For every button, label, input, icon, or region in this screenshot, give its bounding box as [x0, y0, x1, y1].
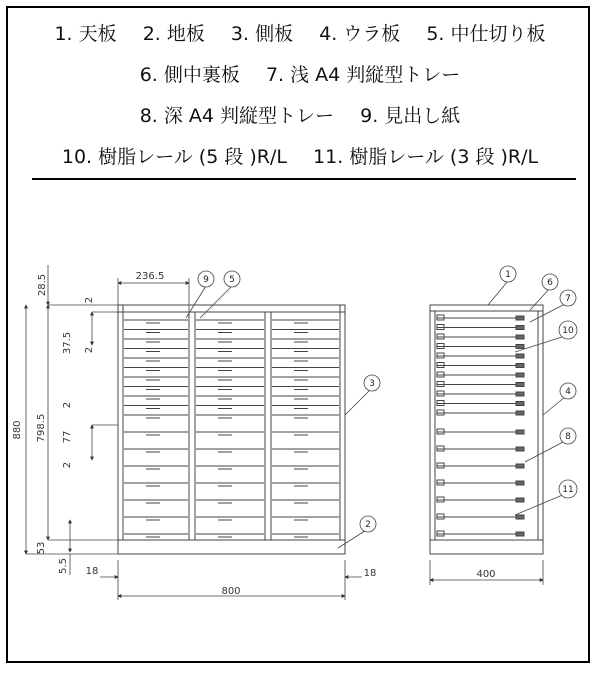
label-top-gap: 28.5 — [37, 273, 48, 297]
label-side-left: 18 — [85, 566, 99, 577]
leader-4 — [543, 397, 565, 415]
side-callouts — [488, 266, 577, 515]
callout-8: 8 — [565, 432, 571, 442]
callout-10: 10 — [562, 326, 574, 336]
label-shallow-pitch: 37.5 — [62, 331, 73, 355]
side-rail — [516, 515, 524, 519]
callout-2: 2 — [365, 520, 371, 530]
side-rail — [516, 345, 524, 349]
front-view — [118, 305, 345, 554]
label-rail-gap-4: 2 — [62, 461, 73, 469]
legend-item: 8. 深 A4 判縦型トレー — [139, 105, 335, 127]
side-rail — [516, 392, 524, 396]
leader-11 — [515, 494, 565, 515]
legend-item: 3. 側板 — [230, 23, 294, 45]
side-rail — [516, 373, 524, 377]
callout-7: 7 — [565, 294, 571, 304]
label-foot: 5.5 — [58, 558, 69, 574]
side-rail — [516, 364, 524, 368]
legend-item: 4. ウラ板 — [319, 23, 401, 45]
callout-1: 1 — [505, 270, 511, 280]
label-column-width: 236.5 — [135, 271, 165, 282]
label-overall-width: 800 — [221, 586, 241, 597]
side-rail — [516, 316, 524, 320]
side-tray-lines — [437, 315, 524, 536]
legend-item: 2. 地板 — [142, 23, 205, 45]
legend-item: 5. 中仕切り板 — [426, 23, 546, 45]
side-rail — [516, 383, 524, 387]
legend-item: 1. 天板 — [54, 23, 117, 45]
side-rail — [516, 464, 524, 468]
label-deep-pitch: 77 — [62, 430, 73, 444]
label-overall-height: 880 — [12, 420, 23, 440]
side-rail — [516, 447, 524, 451]
label-rail-gap-3: 2 — [62, 401, 73, 409]
label-base: 53 — [36, 541, 47, 555]
callout-3: 3 — [369, 379, 375, 389]
side-rail — [516, 354, 524, 358]
side-rail — [516, 532, 524, 536]
side-rail — [516, 402, 524, 406]
side-rail — [516, 335, 524, 339]
legend-item: 10. 樹脂レール (5 段 )R/L — [61, 146, 287, 168]
side-rail — [516, 430, 524, 434]
leader-2 — [338, 529, 368, 548]
label-depth: 400 — [476, 569, 496, 580]
tray-lines — [124, 320, 339, 537]
side-rail — [516, 481, 524, 485]
leader-8 — [525, 441, 565, 462]
leader-1 — [488, 281, 508, 305]
side-rail — [516, 411, 524, 415]
leader-3 — [345, 388, 372, 415]
front-callout-labels — [203, 275, 375, 530]
legend-item: 6. 側中裏板 — [139, 64, 240, 86]
leader-6 — [530, 288, 550, 310]
callout-4: 4 — [565, 387, 571, 397]
label-side-right: 18 — [363, 568, 377, 579]
callout-11: 11 — [562, 485, 574, 495]
leader-5 — [200, 286, 232, 318]
label-rail-gap-1: 2 — [84, 296, 95, 304]
side-rail — [516, 498, 524, 502]
leader-7 — [530, 304, 565, 322]
legend-item: 11. 樹脂レール (3 段 )R/L — [313, 146, 539, 168]
legend-item: 9. 見出し紙 — [360, 105, 461, 127]
label-inner-height: 798.5 — [36, 413, 47, 443]
callout-9: 9 — [203, 275, 209, 285]
callout-6: 6 — [547, 278, 553, 288]
legend-item: 7. 浅 A4 判縦型トレー — [265, 64, 461, 86]
side-view — [430, 305, 543, 554]
front-callouts — [186, 271, 380, 548]
side-rail — [516, 326, 524, 330]
callout-5: 5 — [229, 275, 235, 285]
label-rail-gap-2: 2 — [84, 346, 95, 354]
